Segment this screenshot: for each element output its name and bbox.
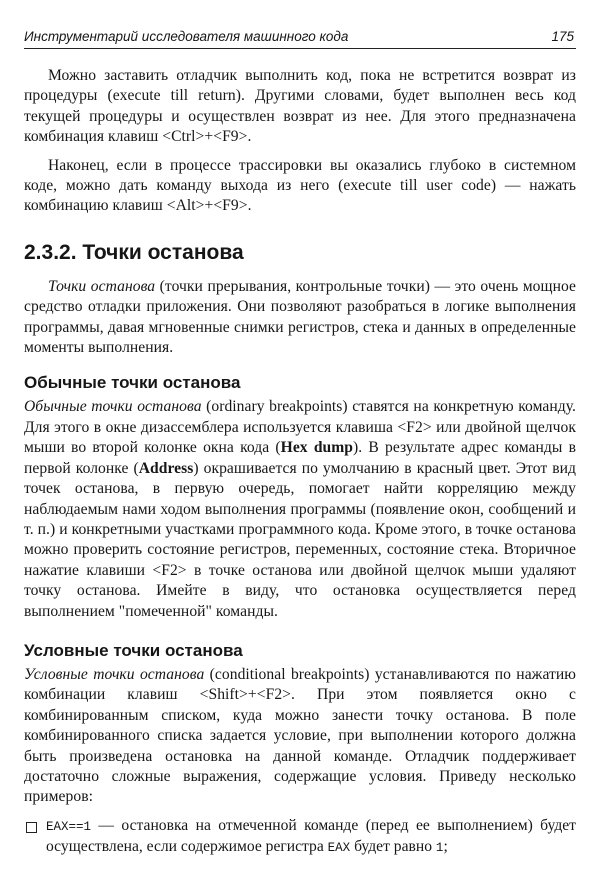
term-ordinary-breakpoints: Обычные точки останова (24, 398, 202, 416)
page-number: 175 (551, 29, 574, 44)
section-heading: 2.3.2. Точки останова (24, 240, 244, 264)
bullet-text-2: будет равно (350, 838, 436, 856)
paragraph-execute-till-return: Можно заставить отладчик выполнить код, пока не встретится возврат из процедуры (execute till return). Другими словами, будет выполнен весь код текущей процедуры и осуществлен возврат из нее. Для этого предназначена комбинация клавиш <Ctrl>+<F9>. (24, 67, 576, 146)
bold-address: Address (138, 459, 194, 477)
ordinary-text-2: ). В результате адрес команды в первой колонке ( (24, 439, 576, 477)
running-header (24, 22, 576, 49)
ordinary-text-3: ) окрашивается по умолчанию в красный цвет. Этот вид точек останова, в первую очередь, помогает найти корреляцию между наблюдаемым нами ходом выполнения программы (появление окон, сообщений и т. п.) и конкретными участками программного кода. Кроме этого, в точке останова можно проверить состояние регистров, переменных, состояние стека. Вторичное нажатие клавиши <F2> в точке останова или двойной щелчок мыши удаляют точку останова. Имейте в виду, что остановка осуществляется перед выполнением "помеченной" команды. (24, 459, 576, 620)
code-condition: EAX==1 (46, 819, 92, 834)
paragraph-conditional-breakpoints (24, 665, 576, 808)
term-breakpoints: Точки останова (48, 277, 156, 295)
code-register: EAX (327, 841, 351, 856)
ordinary-text-1: (ordinary breakpoints) ставятся на конкретную команду. Для этого в окне дизассемблера используется клавиша <F2> или двойной щелчок мыши во второй колонке окна кода ( (24, 398, 576, 457)
code-value: 1 (435, 841, 444, 856)
paragraph-ordinary-breakpoints (24, 397, 576, 621)
checkbox-bullet-icon (26, 822, 37, 833)
bullet-end: ; (443, 838, 448, 856)
paragraph-breakpoints-intro (24, 277, 576, 359)
running-header-title: Инструментарий исследователя машинного кода (24, 29, 349, 44)
bold-hex-dump: Hex dump (280, 439, 354, 457)
conditional-text: (conditional breakpoints) устанавливаются по нажатию комбинации клавиш <Shift>+<F2>. При этом появляется окно с комбинированным списком, куда можно занести точку останова. В поле комбинированного списка задается условие, при выполнении которого должна быть произведена остановка на данной команде. Отладчик поддерживает достаточно сложные выражения, содержащие условия. Приведу несколько примеров: (24, 665, 577, 806)
subheading-ordinary-breakpoints: Обычные точки останова (24, 373, 241, 393)
term-conditional-breakpoints: Условные точки останова (24, 665, 205, 683)
paragraph-execute-till-user-code: Наконец, если в процессе трассировки вы оказались глубоко в системном коде, можно дать команду выхода из него (execute till user code) — нажать комбинацию клавиш <Alt>+<F9>. (24, 156, 576, 215)
subheading-conditional-breakpoints: Условные точки останова (24, 640, 243, 660)
bullet-text-1: — остановка на отмеченной команде (перед ее выполнением) будет осуществлена, если содержимое регистра (46, 816, 576, 856)
breakpoints-intro-text: (точки прерывания, контрольные точки) — это очень мощное средство отладки приложения. Они позволяют разобраться в логике выполнения программы, давая мгновенные снимки регистров, стека и данных в определенные моменты выполнения. (24, 277, 576, 357)
list-item (24, 816, 576, 859)
page-content (24, 66, 576, 859)
